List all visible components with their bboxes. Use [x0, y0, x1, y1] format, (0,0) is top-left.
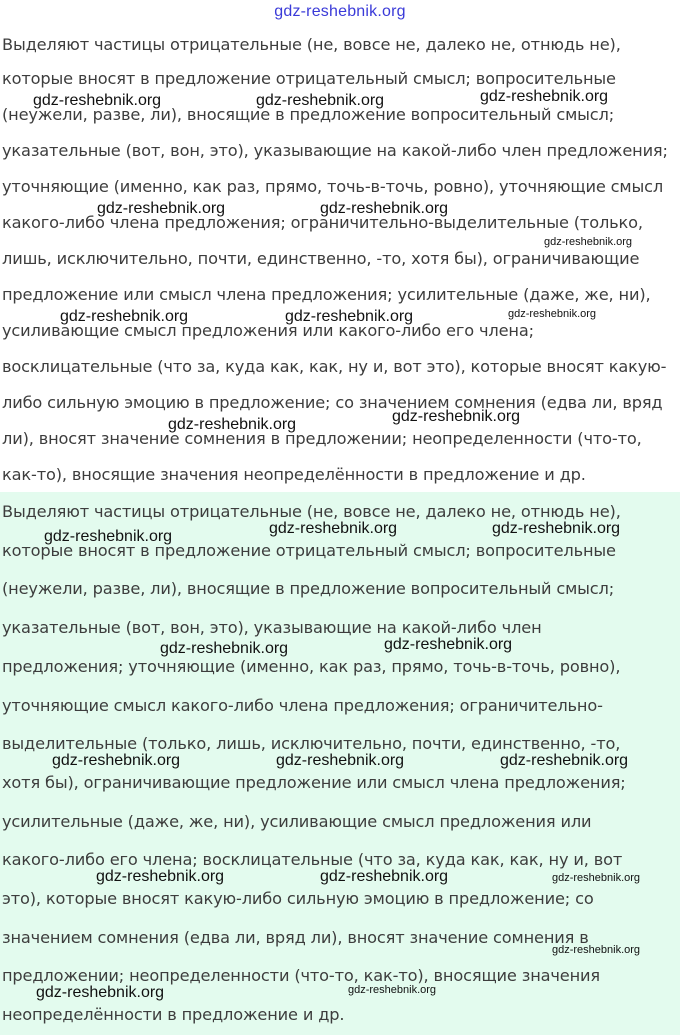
text-line: выделительные (только, лишь, исключительно, почти, единственно, -то, [2, 734, 621, 753]
text-line: Выделяют частицы отрицательные (не, вовсе не, далеко не, отнюдь не), [2, 35, 621, 54]
watermark: gdz-reshebnik.org [97, 200, 226, 217]
text-line: ли), вносят значение сомнения в предложении; неопределенности (что-то, [2, 429, 642, 448]
text-line: уточняющие смысл какого-либо члена предложения; ограничительно- [2, 696, 603, 715]
text-line: лишь, исключительно, почти, единственно, -то, хотя бы), ограничивающие [2, 249, 640, 268]
watermark: gdz-reshebnik.org [276, 752, 405, 769]
text-line: (неужели, разве, ли), вносящие в предложение вопросительный смысл; [2, 105, 615, 124]
watermark: gdz-reshebnik.org [384, 636, 513, 653]
watermark: gdz-reshebnik.org [480, 88, 609, 105]
text-line: предложения; уточняющие (именно, как раз, прямо, точь-в-точь, ровно), [2, 657, 621, 676]
watermark: gdz-reshebnik.org [552, 872, 641, 884]
watermark: gdz-reshebnik.org [36, 984, 165, 1001]
text-line: неопределённости в предложение и др. [2, 1005, 345, 1024]
watermark: gdz-reshebnik.org [492, 520, 621, 537]
text-line: которые вносят в предложение отрицательный смысл; вопросительные [2, 541, 616, 560]
text-line: либо сильную эмоцию в предложение; со значением сомнения (едва ли, вряд [2, 393, 663, 412]
watermark: gdz-reshebnik.org [60, 308, 189, 325]
text-line: усиливающие смысл предложения или какого-либо его члена; [2, 321, 534, 340]
text-line: какого-либо его члена; восклицательные (что за, куда как, как, ну и, вот [2, 850, 623, 869]
text-line: Выделяют частицы отрицательные (не, вовсе не, далеко не, отнюдь не), [2, 502, 621, 521]
text-line: (неужели, разве, ли), вносящие в предложение вопросительный смысл; [2, 579, 615, 598]
text-line: указательные (вот, вон, это), указывающие на какой-либо член предложения; [2, 141, 668, 160]
header-watermark: gdz-reshebnik.org [274, 3, 406, 20]
text-line: указательные (вот, вон, это), указывающие на какой-либо член [2, 618, 542, 637]
watermark: gdz-reshebnik.org [96, 868, 225, 885]
text-line: какого-либо члена предложения; ограничительно-выделительные (только, [2, 213, 643, 232]
watermark: gdz-reshebnik.org [320, 200, 449, 217]
text-line: предложении; неопределенности (что-то, как-то), вносящие значения [2, 966, 601, 985]
watermark: gdz-reshebnik.org [44, 528, 173, 545]
watermark: gdz-reshebnik.org [160, 640, 289, 657]
watermark: gdz-reshebnik.org [52, 752, 181, 769]
watermark: gdz-reshebnik.org [500, 752, 629, 769]
watermark: gdz-reshebnik.org [33, 92, 162, 109]
text-line: уточняющие (именно, как раз, прямо, точь-в-точь, ровно), уточняющие смысл [2, 177, 664, 196]
watermark: gdz-reshebnik.org [544, 236, 633, 248]
text-line: хотя бы), ограничивающие предложение или смысл члена предложения; [2, 773, 626, 792]
watermark: gdz-reshebnik.org [508, 308, 597, 320]
text-line: которые вносят в предложение отрицательный смысл; вопросительные [2, 69, 616, 88]
watermark: gdz-reshebnik.org [269, 520, 398, 537]
text-line: предложение или смысл члена предложения; усилительные (даже, же, ни), [2, 285, 651, 304]
watermark: gdz-reshebnik.org [348, 984, 437, 996]
text-line: как-то), вносящие значения неопределённости в предложение и др. [2, 465, 586, 484]
watermark: gdz-reshebnik.org [392, 408, 521, 425]
watermark: gdz-reshebnik.org [552, 944, 641, 956]
text-line: усилительные (даже, же, ни), усиливающие смысл предложения или [2, 812, 592, 831]
text-line: восклицательные (что за, куда как, как, ну и, вот это), которые вносят какую- [2, 357, 667, 376]
watermark: gdz-reshebnik.org [320, 868, 449, 885]
watermark: gdz-reshebnik.org [168, 416, 297, 433]
text-line: значением сомнения (едва ли, вряд ли), вносят значение сомнения в [2, 928, 589, 947]
watermark: gdz-reshebnik.org [256, 92, 385, 109]
text-line: это), которые вносят какую-либо сильную эмоцию в предложение; со [2, 889, 594, 908]
watermark: gdz-reshebnik.org [285, 308, 414, 325]
